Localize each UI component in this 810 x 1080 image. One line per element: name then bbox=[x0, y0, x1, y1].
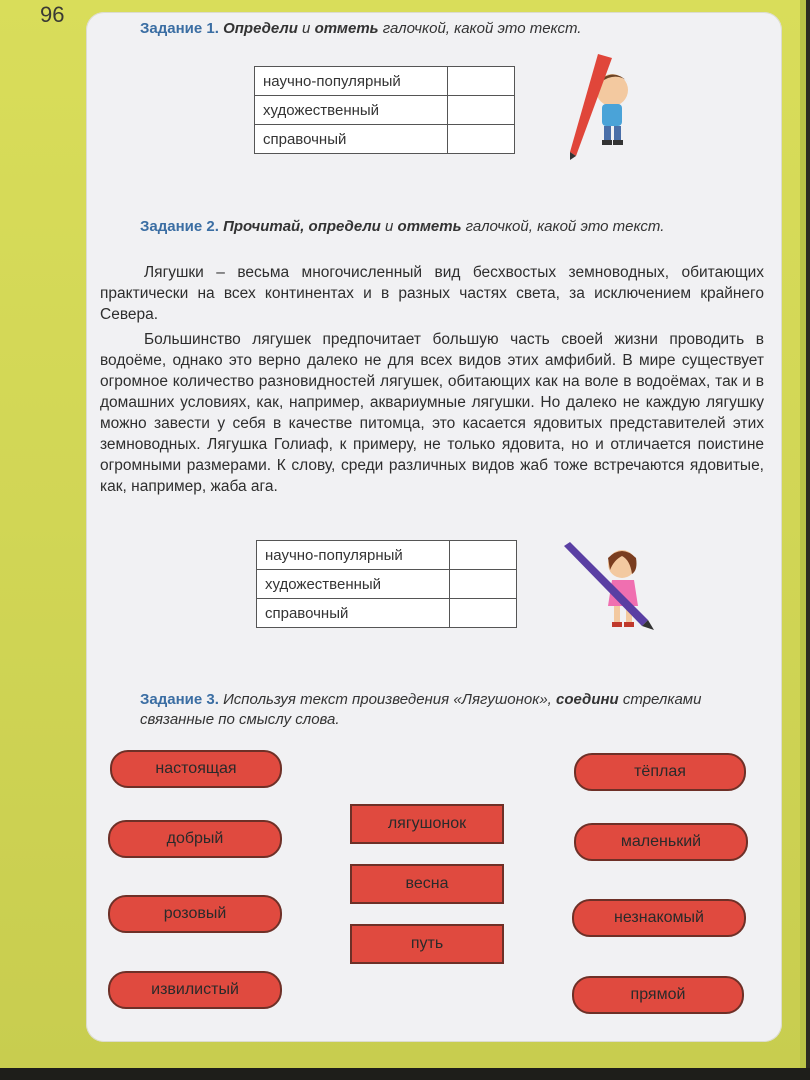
table-row bbox=[257, 570, 517, 599]
task1-label: Задание 1. bbox=[140, 20, 219, 37]
page-number: 96 bbox=[40, 2, 65, 27]
check-cell[interactable] bbox=[450, 599, 517, 628]
word-pill-right[interactable]: незнакомый bbox=[572, 899, 746, 937]
task2-title bbox=[140, 218, 664, 235]
task1-table bbox=[254, 66, 515, 154]
word-pill-left[interactable]: извилистый bbox=[108, 971, 282, 1009]
task2-table bbox=[256, 540, 517, 628]
word-pill-right[interactable]: маленький bbox=[574, 823, 748, 861]
word-pill-right[interactable]: тёплая bbox=[574, 753, 746, 791]
girl-with-pencil-illustration bbox=[556, 540, 660, 632]
word-pill-left[interactable]: настоящая bbox=[110, 750, 282, 788]
task2-prompt-bold2: отметь bbox=[397, 218, 462, 235]
option-label: справочный bbox=[257, 599, 450, 628]
option-label: справочный bbox=[255, 125, 448, 154]
paragraph: Большинство лягушек предпочитает большую часть своей жизни проводить в водоёме, однако это верно далеко не для всех видов этих амфибий. В мире существует огромное количество разновидностей лягушек, обитающих как на воле в водоёмах, так и в домашних условиях, как, например, аквариумные лягушки. Но далеко не каждую лягушку можно завести у себя в качестве питомца, это касается ядовитых представителей этих земноводных. Лягушка Голиаф, к примеру, не только ядовита, но и отличается поистине огромными размерами. К слову, среди различных видов жаб тоже встречаются ядовитые, как, например, жаба ага. bbox=[100, 331, 764, 495]
word-box-center[interactable]: лягушонок bbox=[350, 804, 504, 844]
option-label: художественный bbox=[255, 96, 448, 125]
check-cell[interactable] bbox=[448, 125, 515, 154]
check-cell[interactable] bbox=[450, 541, 517, 570]
boy-with-pencil-illustration bbox=[560, 48, 640, 160]
check-cell[interactable] bbox=[448, 67, 515, 96]
option-label: научно-популярный bbox=[255, 67, 448, 96]
task3-prompt-b: стрелками связанные по смыслу слова. bbox=[140, 691, 702, 728]
task3-title bbox=[140, 690, 764, 730]
task2-label: Задание 2. bbox=[140, 218, 219, 235]
task3-prompt-a: Используя текст произведения «Лягушонок», bbox=[218, 691, 557, 708]
task1-prompt-bold: Определи bbox=[223, 20, 298, 37]
table-row bbox=[257, 541, 517, 570]
word-box-center[interactable]: весна bbox=[350, 864, 504, 904]
task1-prompt-rest: галочкой, какой это текст. bbox=[378, 20, 582, 37]
paragraph: Лягушки – весьма многочисленный вид бесхвостых земноводных, обитающих практически на всех континентах и в разных частях света, за исключением крайнего Севера. bbox=[100, 264, 764, 323]
option-label: художественный bbox=[257, 570, 450, 599]
word-pill-left[interactable]: добрый bbox=[108, 820, 282, 858]
word-pill-left[interactable]: розовый bbox=[108, 895, 282, 933]
check-cell[interactable] bbox=[450, 570, 517, 599]
task2-prompt-bold: Прочитай, определи bbox=[223, 218, 381, 235]
task2-prompt-rest: галочкой, какой это текст. bbox=[461, 218, 665, 235]
task1-prompt-bold2: отметь bbox=[314, 20, 379, 37]
task1-prompt-mid: и bbox=[297, 20, 315, 37]
table-row bbox=[255, 125, 515, 154]
task1-title bbox=[140, 20, 581, 37]
table-row bbox=[255, 67, 515, 96]
task3-label: Задание 3. bbox=[140, 691, 219, 708]
task2-prompt-mid: и bbox=[380, 218, 398, 235]
reading-text bbox=[100, 262, 764, 497]
word-box-center[interactable]: путь bbox=[350, 924, 504, 964]
word-pill-right[interactable]: прямой bbox=[572, 976, 744, 1014]
task3-prompt-bold: соедини bbox=[556, 691, 619, 708]
check-cell[interactable] bbox=[448, 96, 515, 125]
page-edge bbox=[0, 1068, 810, 1080]
table-row bbox=[255, 96, 515, 125]
option-label: научно-популярный bbox=[257, 541, 450, 570]
table-row bbox=[257, 599, 517, 628]
